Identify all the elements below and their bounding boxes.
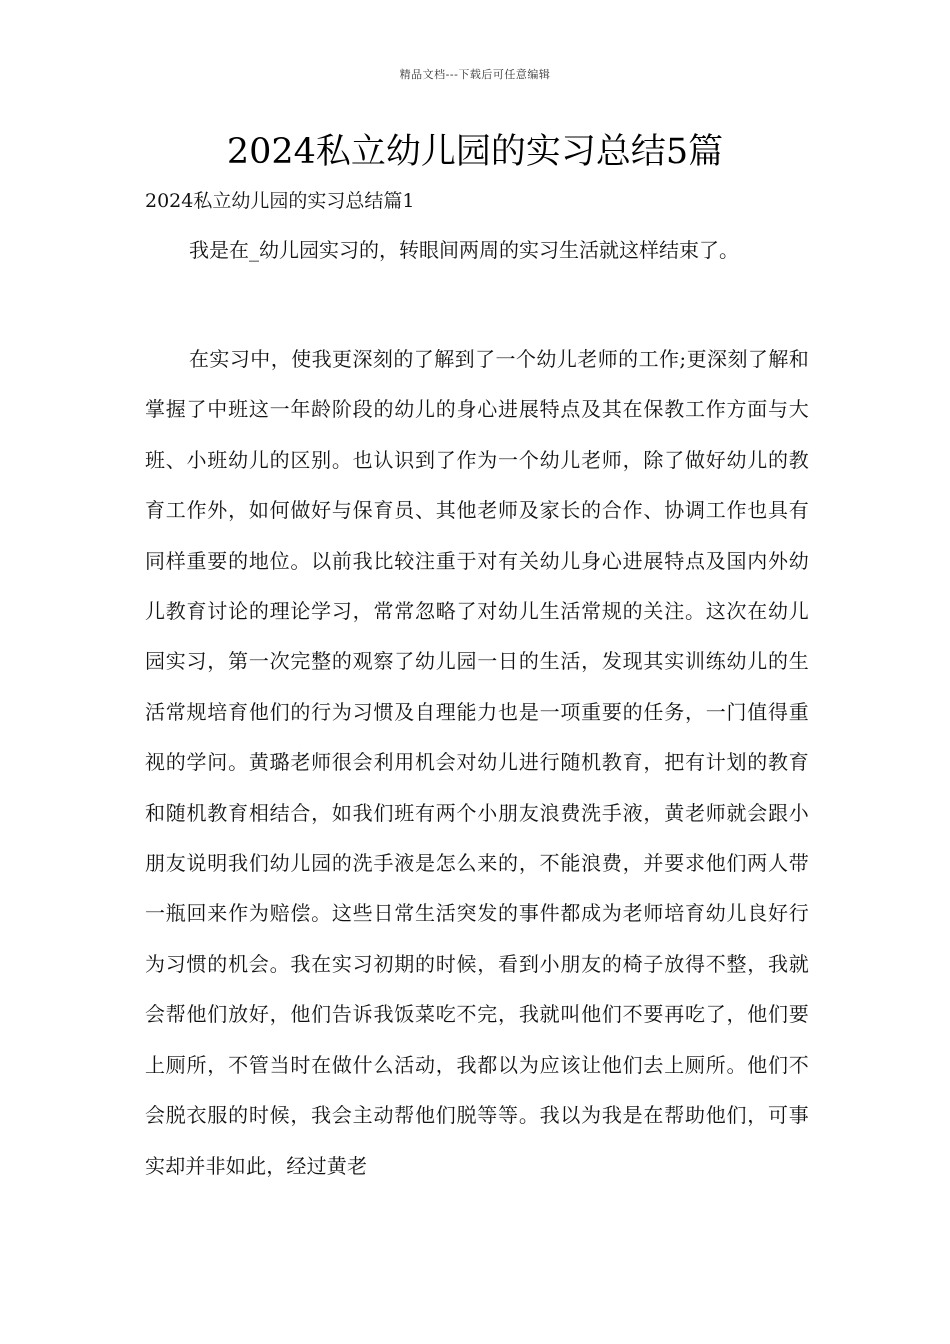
intro-paragraph: 我是在_幼儿园实习的，转眼间两周的实习生活就这样结束了。 xyxy=(189,238,739,262)
document-title: 2024私立幼儿园的实习总结5篇 xyxy=(226,132,724,172)
header-note: 精品文档---下载后可任意编辑 xyxy=(399,68,551,81)
section-heading: 2024私立幼儿园的实习总结篇1 xyxy=(145,190,415,212)
body-paragraph: 在实习中，使我更深刻的了解到了一个幼儿老师的工作;更深刻了解和掌握了中班这一年龄阶段的幼儿的身心进展特点及其在保教工作方面与大班、小班幼儿的区别。也认识到了作为一个幼儿老师，除了做好幼儿的教育工作外，如何做好与保育员、其他老师及家长的合作、协调工作也具有同样重要的地位。以前我比较注重于对有关幼儿身心进展特点及国内外幼儿教育讨论的理论学习，常常忽略了对幼儿生活常规的关注。这次在幼儿园实习，第一次完整的观察了幼儿园一日的生活，发现其实训练幼儿的生活常规培育他们的行为习惯及自理能力也是一项重要的任务，一门值得重视的学问。黄璐老师很会利用机会对幼儿进行随机教育，把有计划的教育和随机教育相结合，如我们班有两个小朋友浪费洗手液，黄老师就会跟小朋友说明我们幼儿园的洗手液是怎么来的，不能浪费，并要求他们两人带一瓶回来作为赔偿。这些日常生活突发的事件都成为老师培育幼儿良好行为习惯的机会。我在实习初期的时候，看到小朋友的椅子放得不整，我就会帮他们放好，他们告诉我饭菜吃不完，我就叫他们不要再吃了，他们要上厕所，不管当时在做什么活动，我都以为应该让他们去上厕所。他们不会脱衣服的时候，我会主动帮他们脱等等。我以为我是在帮助他们，可事实却并非如此，经过黄老 xyxy=(145,347,809,1178)
